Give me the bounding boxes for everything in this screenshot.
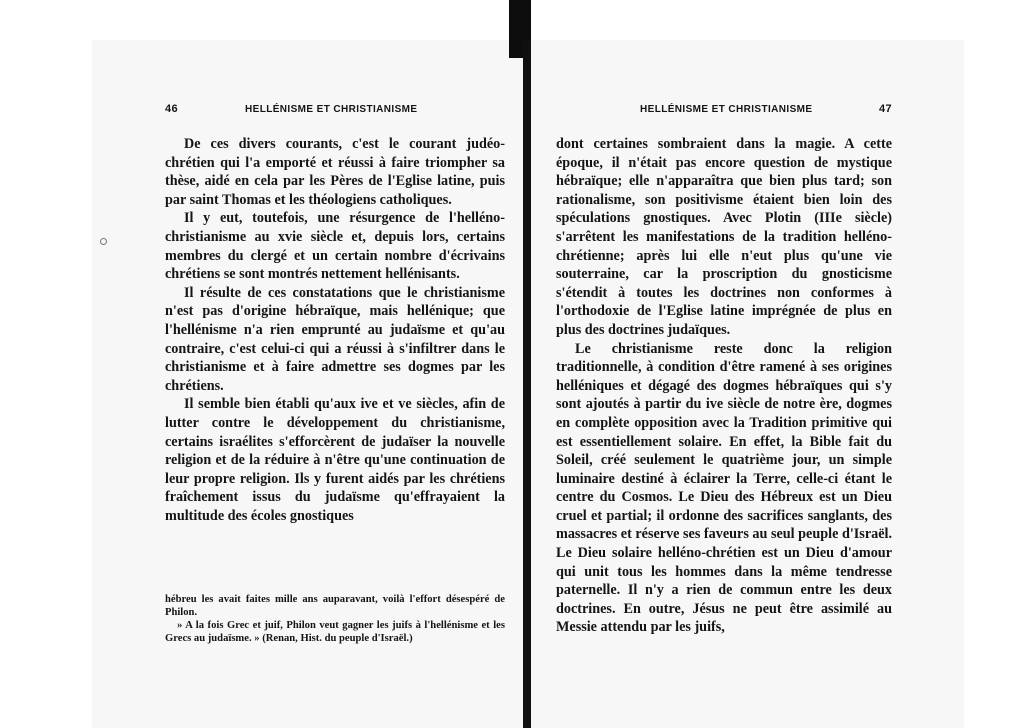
right-page (556, 0, 892, 728)
left-page-number: 46 (165, 103, 179, 115)
left-page (165, 0, 505, 728)
paragraph: Il résulte de ces constatations que le christianisme n'est pas d'origine hébraïque, mais hellénique; que l'hellénisme n'a rien emprunté au judaïsme et qu'au contraire, c'est celui-ci qui a réussi à s'infiltrer dans le christianisme et à faire admettre ses dogmes par les chrétiens. (165, 284, 505, 394)
left-body-text (165, 135, 505, 525)
right-running-title: HELLÉNISME ET CHRISTIANISME (640, 104, 813, 115)
right-running-head (556, 103, 892, 119)
footnotes (165, 593, 505, 645)
left-running-title: HELLÉNISME ET CHRISTIANISME (245, 104, 418, 115)
right-page-number: 47 (878, 103, 892, 115)
paragraph: dont certaines sombraient dans la magie. A cette époque, il n'était pas encore question de mystique hébraïque; elle n'apparaîtra que bien plus tard; son rationalisme, son positivisme étaient bien loin des spéculations gnostiques. Avec Plotin (IIIe siècle) s'arrêtent les manifestations de la tradition helléno-chrétienne; après lui elle n'eut plus qu'une vie souterraine, car la proscription du gnosticisme s'étendit à toutes les doctrines non conformes à l'orthodoxie de l'Eglise latine imprégnée de plus en plus des doctrines judaïques. (556, 136, 892, 338)
paragraph: Il semble bien établi qu'aux ive et ve siècles, afin de lutter contre le développement du christianisme, certains israélites s'efforcèrent de judaïser la nouvelle religion et de la réduire à n'être qu'une continuation de leur propre religion. Ils y furent aidés par les chrétiens fraîchement issus du judaïsme qu'effrayaient la multitude des écoles gnostiques (165, 396, 505, 524)
left-running-head (165, 103, 505, 119)
book-gutter (523, 40, 531, 728)
footnote: hébreu les avait faites mille ans auparavant, voilà l'effort désespéré de Philon. (165, 594, 505, 618)
paragraph: De ces divers courants, c'est le courant judéo-chrétien qui l'a emporté et réussi à faire triompher sa thèse, aidé en cela par les Pères de l'Eglise latine, puis par saint Thomas et les théologiens catholiques. (165, 136, 505, 208)
right-body-text (556, 135, 892, 637)
paragraph: Le christianisme reste donc la religion traditionnelle, à condition d'être ramené à ses origines helléniques et dégagé des dogmes hébraïques qui s'y sont ajoutés à partir du ive siècle de notre ère, dogmes en complète opposition avec la Tradition primitive qui est essentiellement solaire. En effet, la Bible fait du Soleil, créé seulement le quatrième jour, un simple luminaire destiné à éclairer la Terre, celle-ci étant le centre du Cosmos. Le Dieu des Hébreux est un Dieu cruel et partial; il ordonne des sacrifices sanglants, des massacres et réserve ses faveurs au seul peuple d'Israël. Le Dieu solaire helléno-chrétien est un Dieu d'amour qui unit tous les hommes dans la même tendresse paternelle. Il n'y a rien de commun entre les deux doctrines. En outre, Jésus ne peut être assimilé au Messie attendu par les juifs, (556, 340, 892, 636)
footnote: » A la fois Grec et juif, Philon veut gagner les juifs à l'hellénisme et les Grecs au judaïsme. » (Renan, Hist. du peuple d'Israël.) (165, 620, 505, 644)
punch-hole (100, 238, 107, 245)
paragraph: Il y eut, toutefois, une résurgence de l'helléno-christianisme au xvie siècle et, depuis lors, certains membres du clergé et un certain nombre d'écrivains chrétiens se sont montrés nettement hellénisants. (165, 210, 505, 283)
